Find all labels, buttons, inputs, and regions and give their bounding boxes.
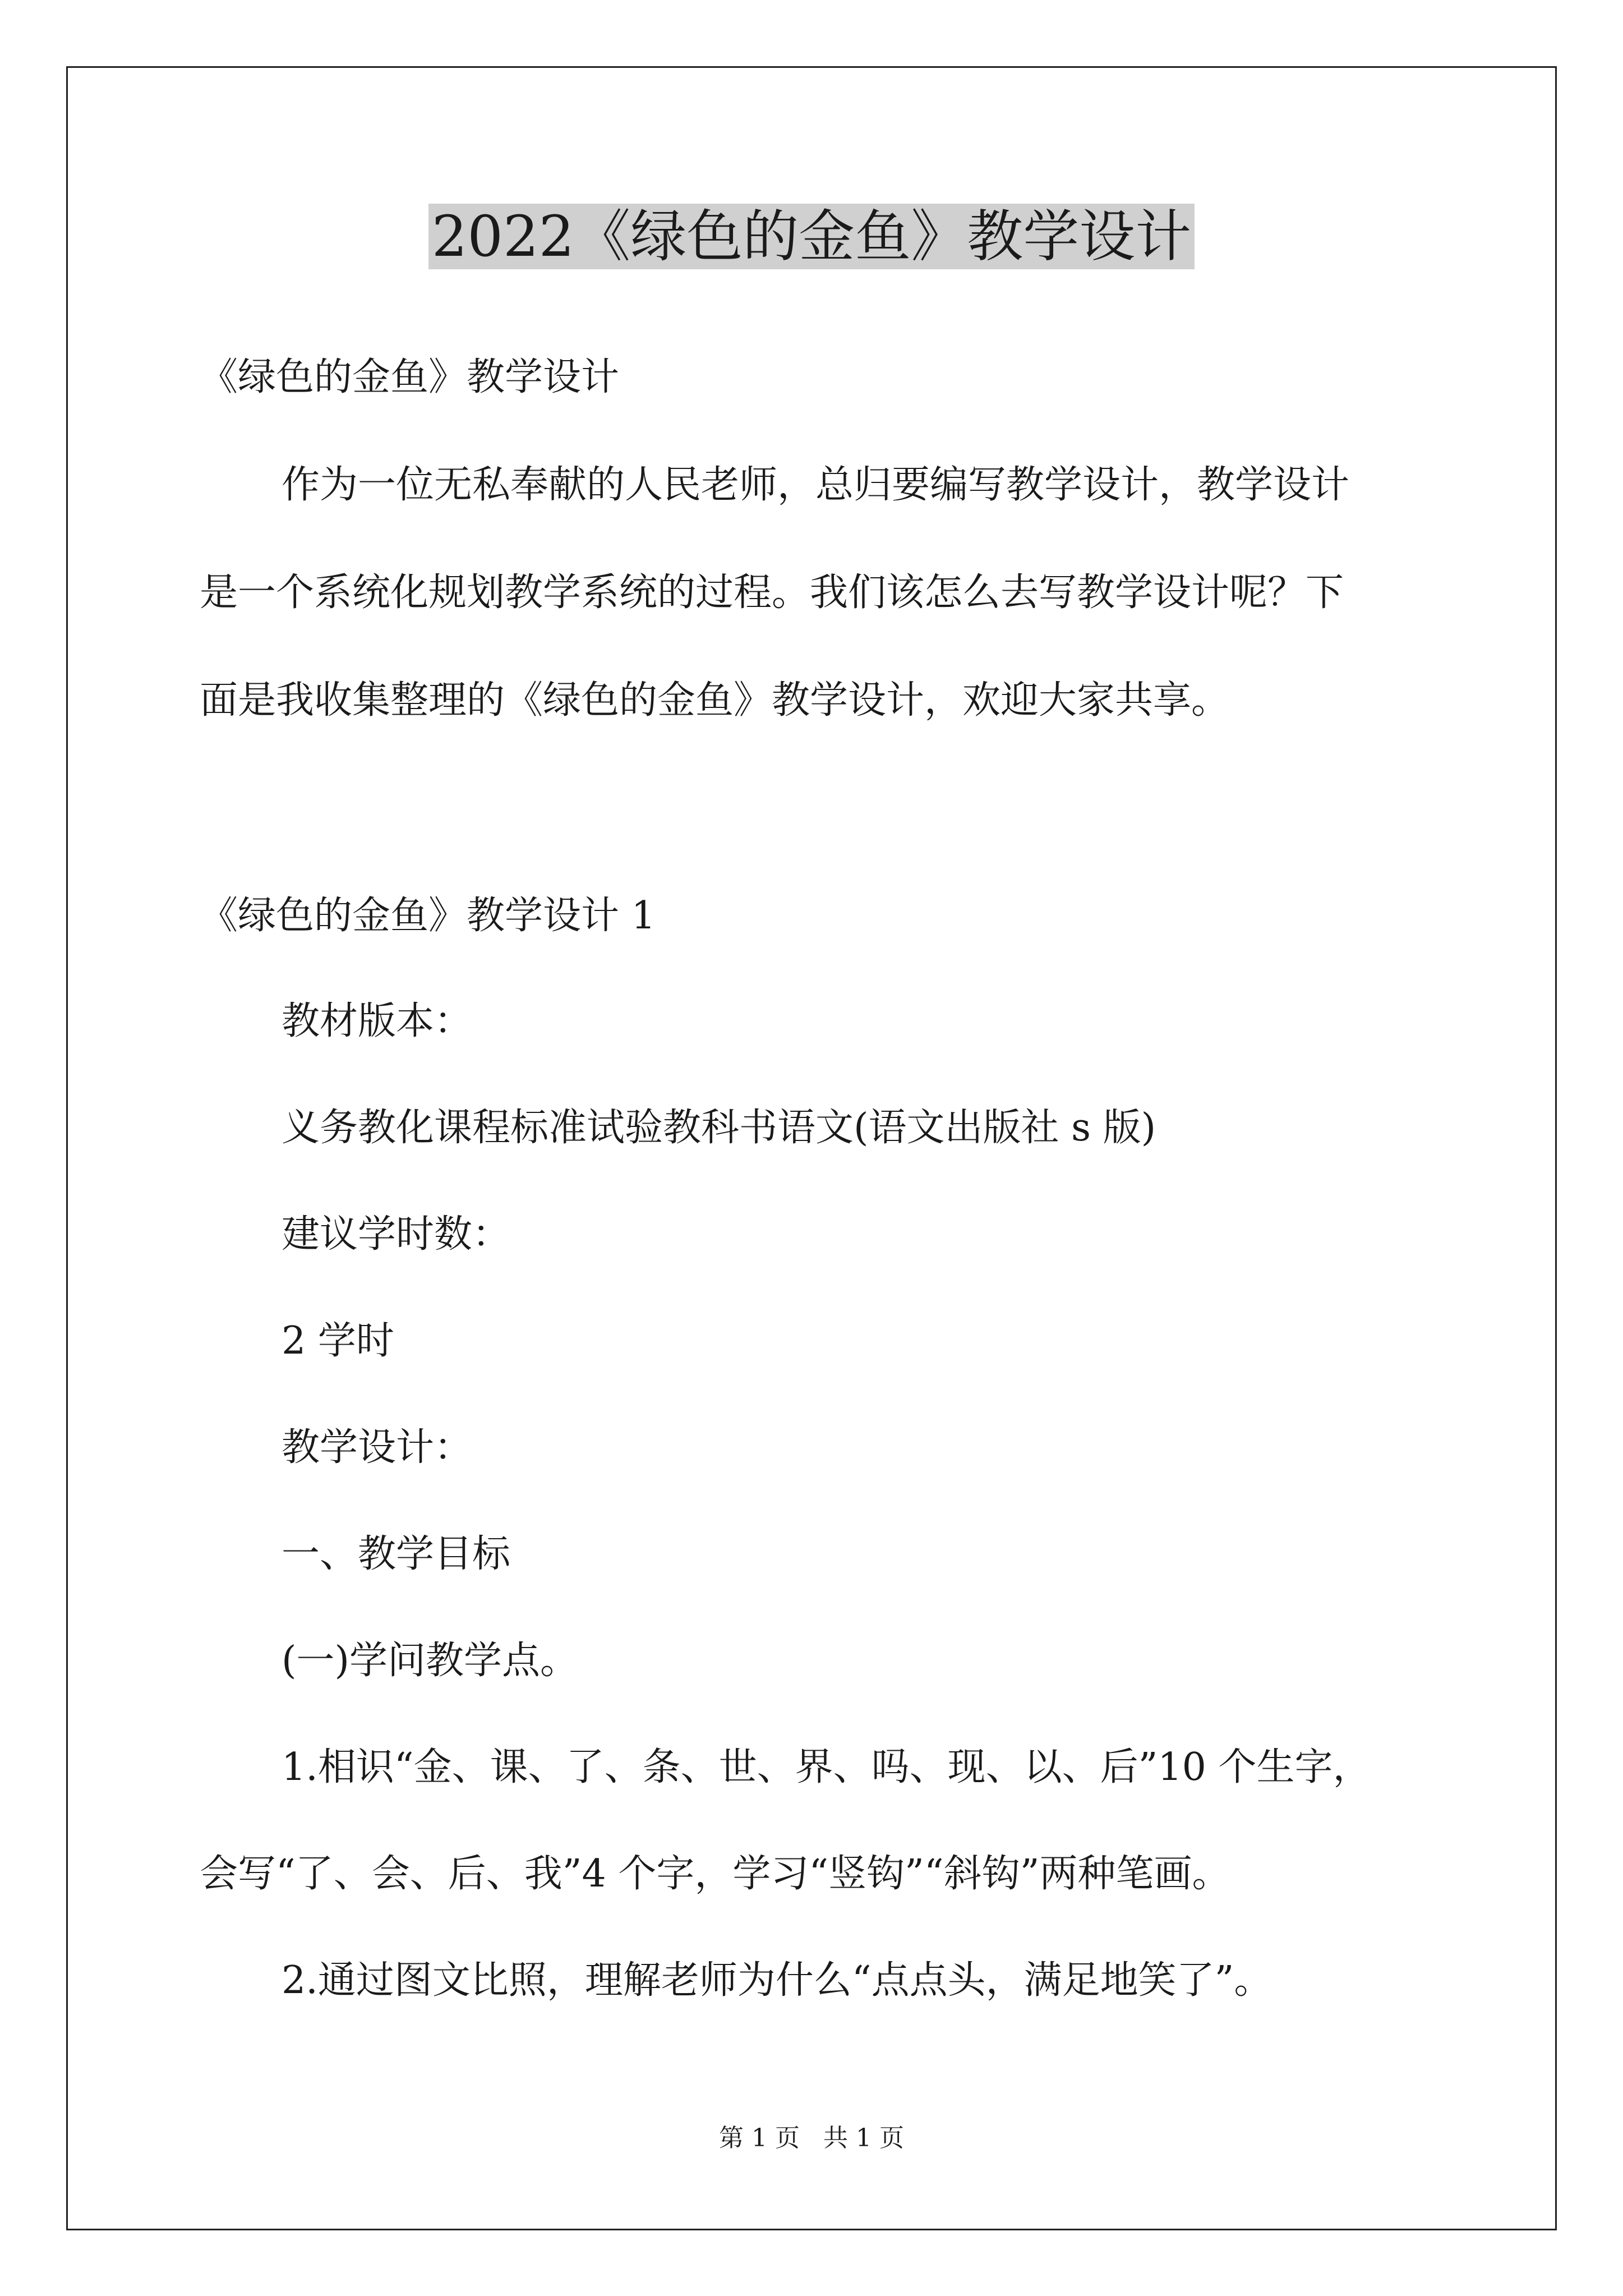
intro-paragraph-line-1: 作为一位无私奉献的人民老师，总归要编写教学设计，教学设计 <box>282 463 1350 507</box>
text-line: 1.相识“金、课、了、条、世、界、吗、现、以、后”10 个生字， <box>282 1745 1371 1789</box>
page-number-footer: 第 1 页 共 1 页 <box>719 2124 904 2152</box>
text-line: 教学设计： <box>282 1425 473 1470</box>
text-line: (一)学问教学点。 <box>282 1639 579 1683</box>
intro-paragraph-line-3: 面是我收集整理的《绿色的金鱼》教学设计，欢迎大家共享。 <box>200 678 1230 723</box>
text-line: 会写“了、会、后、我”4 个字，学习“竖钩”“斜钩”两种笔画。 <box>200 1852 1230 1896</box>
intro-paragraph-line-2: 是一个系统化规划教学系统的过程。我们该怎么去写教学设计呢？下 <box>200 570 1344 615</box>
text-line: 教材版本： <box>282 999 473 1043</box>
subtitle-line: 《绿色的金鱼》教学设计 <box>200 355 620 399</box>
text-line: 一、教学目标 <box>282 1532 511 1576</box>
text-line: 建议学时数： <box>282 1212 511 1257</box>
section-heading: 《绿色的金鱼》教学设计 1 <box>200 894 656 938</box>
document-title <box>0 197 1623 276</box>
text-line: 2.通过图文比照，理解老师为什么“点点头，满足地笑了”。 <box>282 1958 1272 2003</box>
document-title-text: 2022《绿色的金鱼》教学设计 <box>428 204 1195 269</box>
text-line: 2 学时 <box>282 1319 394 1363</box>
text-line: 义务教化课程标准试验教科书语文(语文出版社 s 版) <box>282 1106 1156 1150</box>
